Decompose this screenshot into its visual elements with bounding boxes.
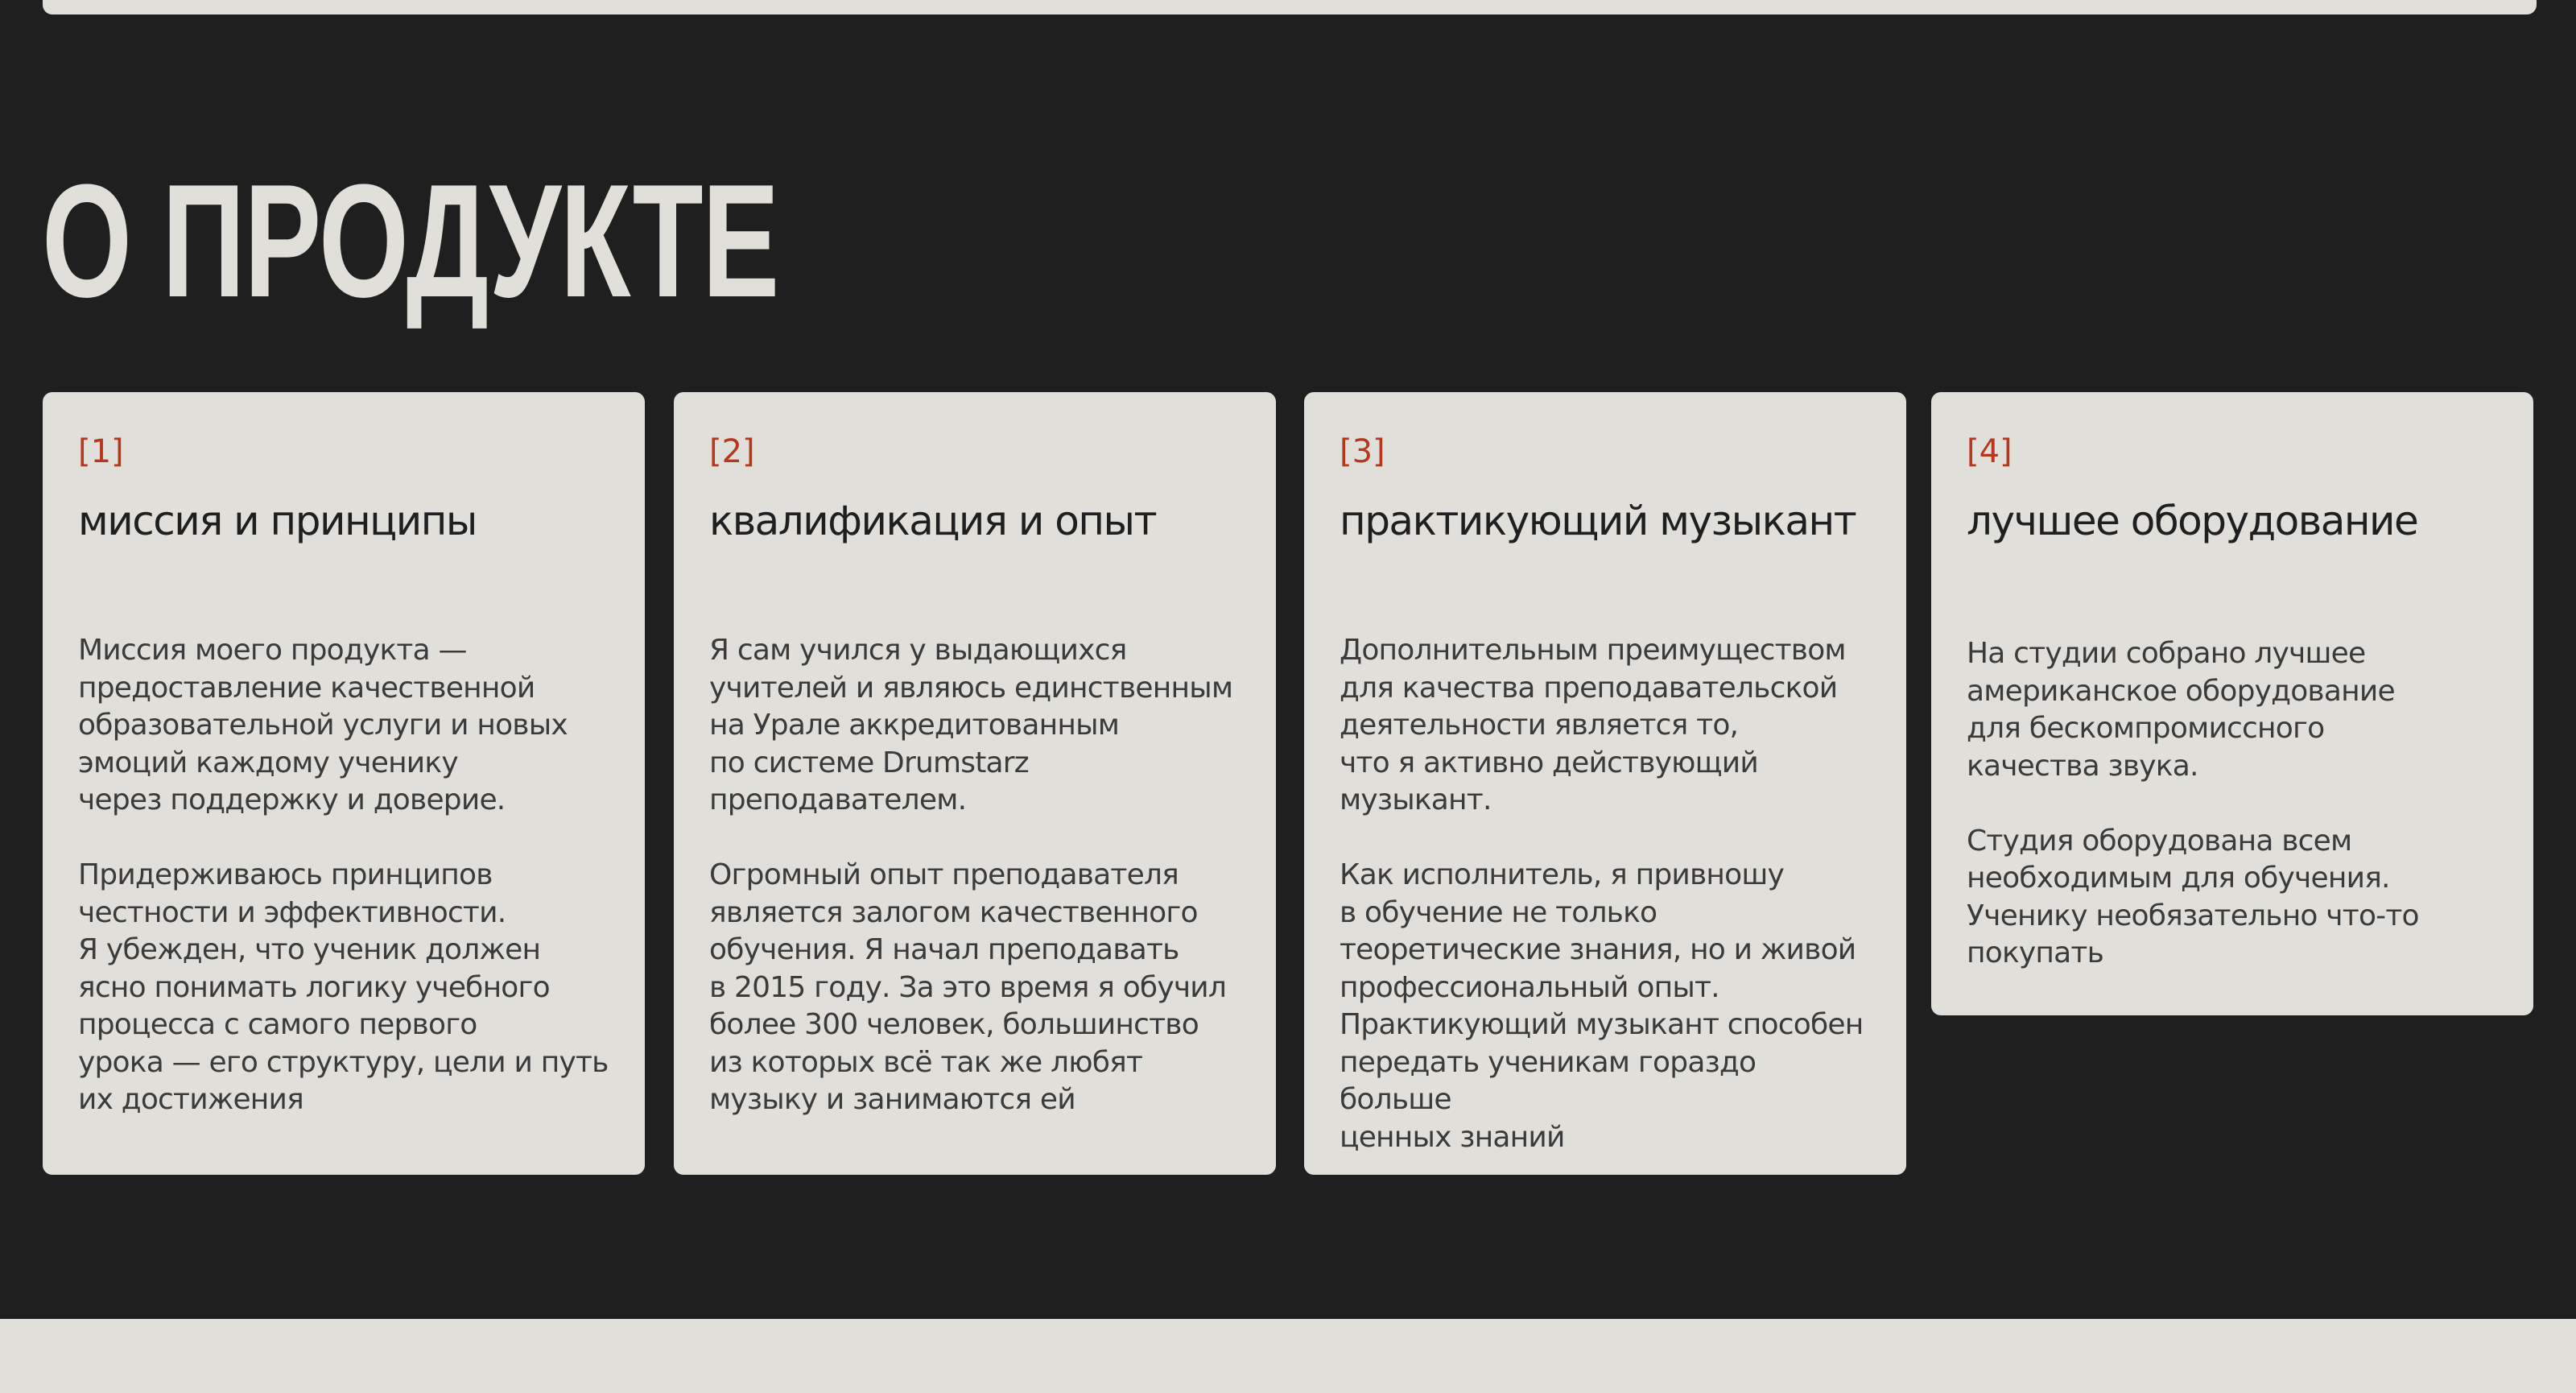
card-text: Дополнительным преимуществом для качества преподавательской деятельности является то, что я активно действующий музыкант. Как исполнитель, я привношу в обучение не только теоретические знания, но и живой профессиональный опыт. Практикующий музыкант способен передать ученикам гораздо больше ценных знаний [1340,634,1864,1154]
feature-card-mission [43,392,645,1175]
card-index: [2] [709,433,755,470]
feature-card-qualification [674,392,1276,1175]
section-title: О ПРОДУКТЕ [42,151,778,331]
card-title: миссия и принципы [78,498,477,544]
card-text: Я сам учился у выдающихся учителей и являюсь единственным на Урале аккредитованным по системе Drumstarz преподавателем. Огромный опыт преподавателя является залогом качественного обучения. Я начал преподавать в 2015 году. За это время я обучил более 300 человек, большинство из которых всё так же любят музыку и занимаются ей [709,634,1233,1116]
card-title: практикующий музыкант [1340,498,1856,544]
card-title: квалификация и опыт [709,498,1157,544]
previous-section-edge [43,0,2537,14]
card-index: [3] [1340,433,1385,470]
card-index: [4] [1967,433,2013,470]
card-text: На студии собрано лучшее американское оборудование для бескомпромиссного качества звука. Студия оборудована всем необходимым для обучения. Ученику необязательно что-то покупать [1967,637,2419,969]
feature-card-equipment [1931,392,2533,1015]
feature-card-musician [1304,392,1906,1175]
card-title: лучшее оборудование [1967,498,2418,544]
next-section-edge [0,1319,2576,1393]
card-index: [1] [78,433,124,470]
card-text: Миссия моего продукта — предоставление качественной образовательной услуги и новых эмоций каждому ученику через поддержку и доверие. Придерживаюсь принципов честности и эффективности. Я убежден, что ученик должен ясно понимать логику учебного процесса с самого первого урока — его структуру, цели и путь их достижения [78,634,609,1116]
